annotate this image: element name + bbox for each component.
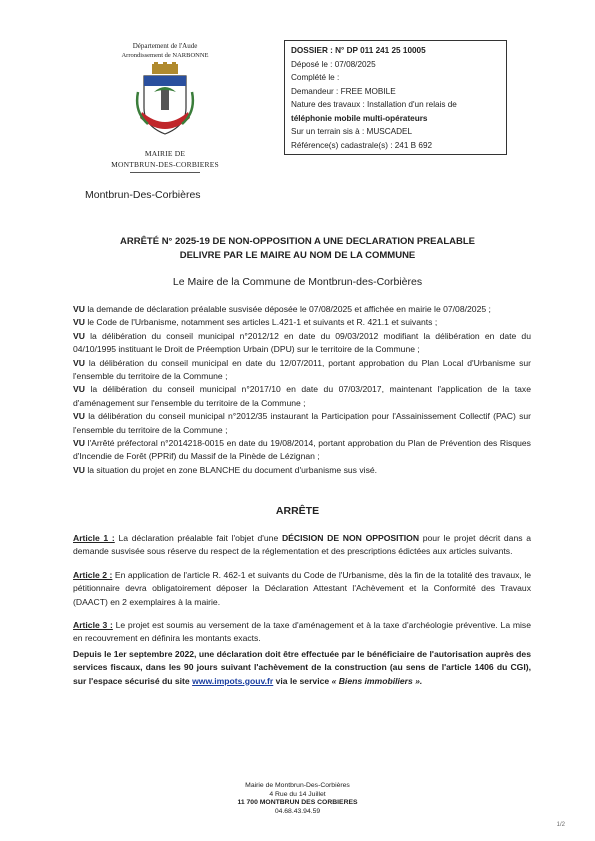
footer-address <box>0 782 595 816</box>
town-name: Montbrun-Des-Corbières <box>85 189 201 201</box>
article-1: Article 1 : La déclaration préalable fait l'objet d'une DÉCISION DE NON OPPOSITION pour le projet décrit dans a demande susvisée sous réserve du respect de la réglementation et des prescriptions édictées aux articles suivants. <box>73 533 531 557</box>
dossier-completed: Complété le : <box>291 73 340 82</box>
dossier-number: DOSSIER : N° DP 011 241 25 10005 <box>291 46 426 55</box>
mayor-heading: Le Maire de la Commune de Montbrun-des-Corbières <box>172 276 423 288</box>
article-3-heading: Article 3 : <box>73 620 113 631</box>
divider <box>130 172 200 173</box>
dossier-work-nature: Nature des travaux : Installation d'un relais de <box>291 100 457 109</box>
article-1-heading: Article 1 : <box>73 533 115 543</box>
dossier-cadastral: Référence(s) cadastrale(s) : 241 B 692 <box>291 140 433 150</box>
decision-label: DÉCISION DE NON OPPOSITION <box>281 533 420 543</box>
footer-line: Mairie de Montbrun-Des-Corbières <box>245 782 350 789</box>
articles <box>73 532 531 698</box>
vu-item: VU la délibération du conseil municipal n°2012/12 en date du 09/03/2012 modifiant la délibération en date du 04/10/1995 instituant le Droit de Préemption Urbain (DPU) sur le territoire de la Commune ; <box>73 330 531 355</box>
vu-item: VU la délibération du conseil municipal en date du 12/07/2011, portant approbation du Plan Local d'Urbanisme sur l'ensemble du territoire de la Commune ; <box>73 357 532 382</box>
vu-item: VU la délibération du conseil municipal n°2017/10 en date du 07/03/2017, maintenant l'application de la taxe d'aménagement sur l'ensemble du territoire de la Commune ; <box>73 384 531 408</box>
vu-item: VU la situation du projet en zone BLANCHE du document d'urbanisme sus visé. <box>73 464 378 475</box>
arrondissement-label: Arrondissement de NARBONNE <box>121 52 209 59</box>
arrete-heading: ARRÊTE <box>275 505 320 517</box>
footer-line: 04.68.43.94.59 <box>274 807 321 815</box>
dossier-location: Sur un terrain sis à : MUSCADEL <box>291 127 413 136</box>
footer-line: 4 Rue du 14 Juillet <box>269 790 326 798</box>
vu-list <box>73 303 531 477</box>
dossier-deposit-date: Déposé le : 07/08/2025 <box>291 59 376 69</box>
page-number: 1/2 <box>556 822 565 828</box>
coat-of-arms-icon <box>134 62 196 142</box>
tax-notice: Depuis le 1er septembre 2022, une déclaration doit être effectuée par le bénéficiaire de l'autorisation auprès des services fiscaux, dans les 90 jours suivant l'achèvement de la construction (au sens de l'article 1406 du CGI), sur l'espace sécurisé du site www.impots.gouv.fr via le service « Biens immobiliers ». <box>73 648 531 686</box>
department-label: Département de l'Aude <box>132 42 198 50</box>
letterhead <box>85 42 245 173</box>
article-2: Article 2 : En application de l'article R. 462-1 et suivants du Code de l'Urbanisme, dès la fin de la totalité des travaux, le pétitionnaire devra obligatoirement déposer la Déclaration Attestant l'Achèvement et la Conformité des Travaux (DAACT) en 2 exemplaires à la mairie. <box>73 569 532 607</box>
dossier-work-nature-2: téléphonie mobile multi-opérateurs <box>291 113 428 123</box>
dossier-box <box>284 40 507 155</box>
dossier-applicant: Demandeur : FREE MOBILE <box>291 86 396 96</box>
decree-title-2: DELIVRE PAR LE MAIRE AU NOM DE LA COMMUNE <box>179 250 416 261</box>
impots-link[interactable]: www.impots.gouv.fr <box>192 675 274 686</box>
article-3: Article 3 : Le projet est soumis au versement de la taxe d'aménagement et à la taxe d'archéologie préventive. La mise en recouvrement en définira les montants exacts. <box>73 620 531 644</box>
vu-item: VU l'Arrêté préfectoral n°2014218-0015 en date du 19/08/2014, portant approbation du Plan de Prévention des Risques d'Incendie de Forêt (PPRif) du Massif de la Pinède de Lézignan ; <box>73 438 531 462</box>
mairie-line2: MONTBRUN-DES-CORBIERES <box>111 160 219 169</box>
vu-item: VU la demande de déclaration préalable susvisée déposée le 07/08/2025 et affichée en mairie le 07/08/2025 ; <box>73 304 491 314</box>
decree-title: ARRÊTÉ N° 2025-19 DE NON-OPPOSITION A UNE DECLARATION PREALABLE <box>120 236 475 247</box>
article-2-heading: Article 2 : <box>73 569 113 580</box>
mairie-line1: MAIRIE DE <box>144 149 186 158</box>
footer-line: 11 700 MONTBRUN DES CORBIERES <box>237 799 358 806</box>
vu-item: VU le Code de l'Urbanisme, notamment ses articles L.421-1 et suivants et R. 421.1 et suivants ; <box>73 317 438 328</box>
vu-item: VU la délibération du conseil municipal n°2012/35 instaurant la Participation pour l'Assainissement Collectif (PAC) sur l'ensemble du territoire de la Commune ; <box>73 411 532 435</box>
